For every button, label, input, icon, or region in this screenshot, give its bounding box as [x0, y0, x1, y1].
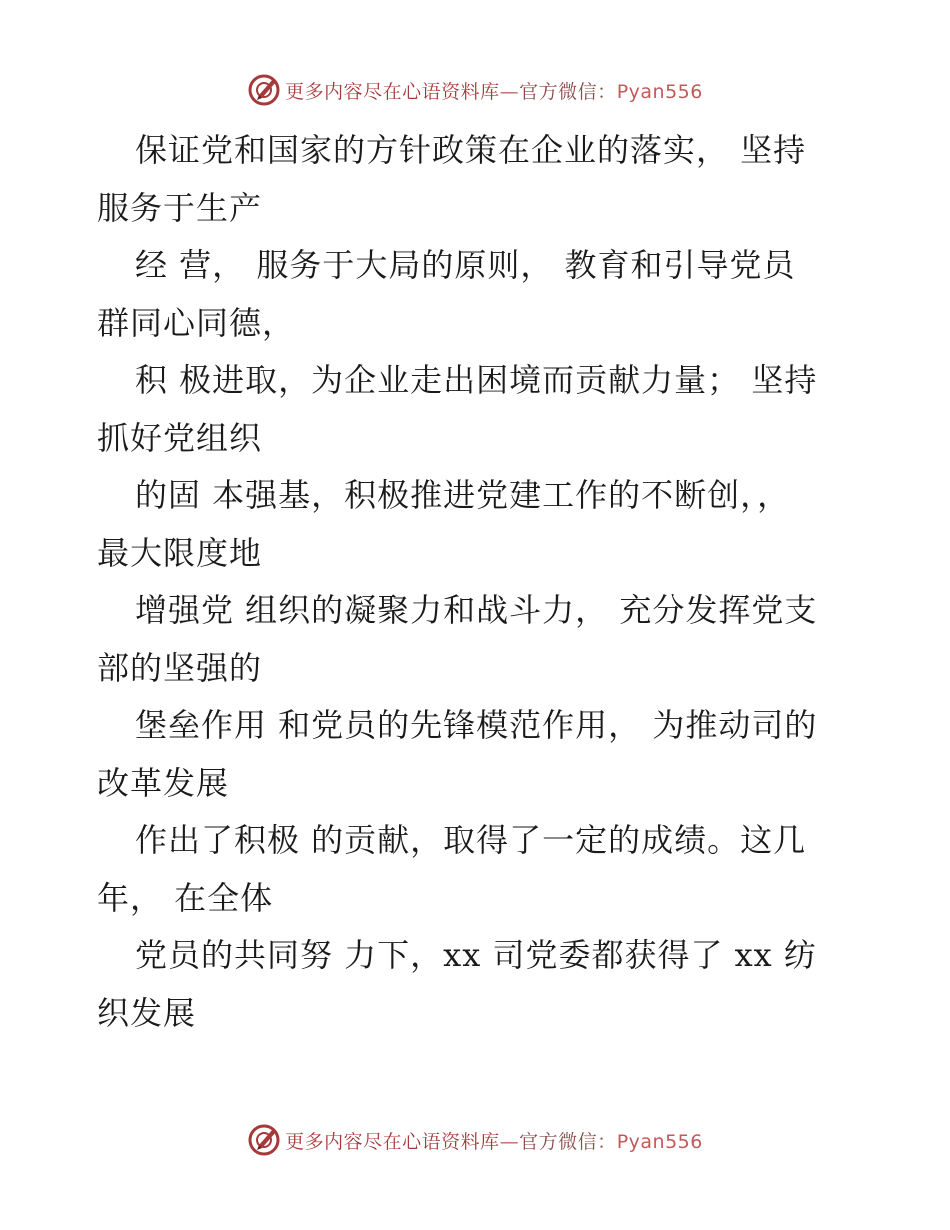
paragraph-first-line: 党员的共同努 力下，xx 司党委都获得了 xx 纺	[135, 936, 817, 974]
pen-logo-icon	[247, 73, 281, 107]
paragraph-first-line: 作出了积极 的贡献，取得了一定的成绩。这几	[135, 821, 807, 859]
paragraph-first-line: 经 营， 服务于大局的原则， 教育和引导党员	[135, 246, 796, 284]
paragraph-continuation: 改革发展	[97, 763, 230, 802]
paragraph	[97, 927, 857, 1042]
banner-text	[285, 1127, 703, 1154]
banner-wechat-id: Pyan556	[616, 1130, 703, 1153]
banner-label: 官方微信：	[519, 1130, 617, 1153]
paragraph-first-line: 积 极进取，为企业走出困境而贡献力量； 坚持	[135, 361, 818, 399]
paragraph	[97, 467, 857, 582]
paragraph	[97, 352, 857, 467]
header-watermark-banner	[0, 70, 950, 110]
paragraph-continuation: 最大限度地	[97, 533, 263, 572]
banner-wechat-id: Pyan556	[616, 80, 703, 103]
paragraph-first-line: 增强党 组织的凝聚力和战斗力， 充分发挥党支	[135, 591, 818, 629]
banner-label: 官方微信：	[519, 80, 617, 103]
paragraph-continuation: 抓好党组织	[97, 418, 263, 457]
paragraph	[97, 812, 857, 927]
banner-separator: —	[499, 1130, 520, 1153]
banner-main-text: 更多内容尽在心语资料库	[285, 80, 500, 103]
paragraph-continuation: 部的坚强的	[97, 648, 263, 687]
paragraph-first-line: 堡垒作用 和党员的先锋模范作用， 为推动司的	[135, 706, 818, 744]
paragraph-continuation: 服务于生产	[97, 188, 263, 227]
paragraph-continuation: 年， 在全体	[97, 878, 274, 917]
banner-main-text: 更多内容尽在心语资料库	[285, 1130, 500, 1153]
paragraph-continuation: 织发展	[97, 993, 197, 1032]
banner-text	[285, 77, 703, 104]
paragraph	[97, 122, 857, 237]
footer-watermark-banner	[0, 1120, 950, 1160]
paragraph	[97, 237, 857, 352]
paragraph	[97, 697, 857, 812]
paragraph-first-line: 的固 本强基，积极推进党建工作的不断创，，	[135, 476, 791, 514]
paragraph-continuation: 群同心同德，	[97, 303, 296, 342]
paragraph-first-line: 保证党和国家的方针政策在企业的落实， 坚持	[135, 131, 807, 169]
pen-logo-icon	[247, 1123, 281, 1157]
document-body	[97, 122, 857, 1042]
paragraph	[97, 582, 857, 697]
banner-separator: —	[499, 80, 520, 103]
